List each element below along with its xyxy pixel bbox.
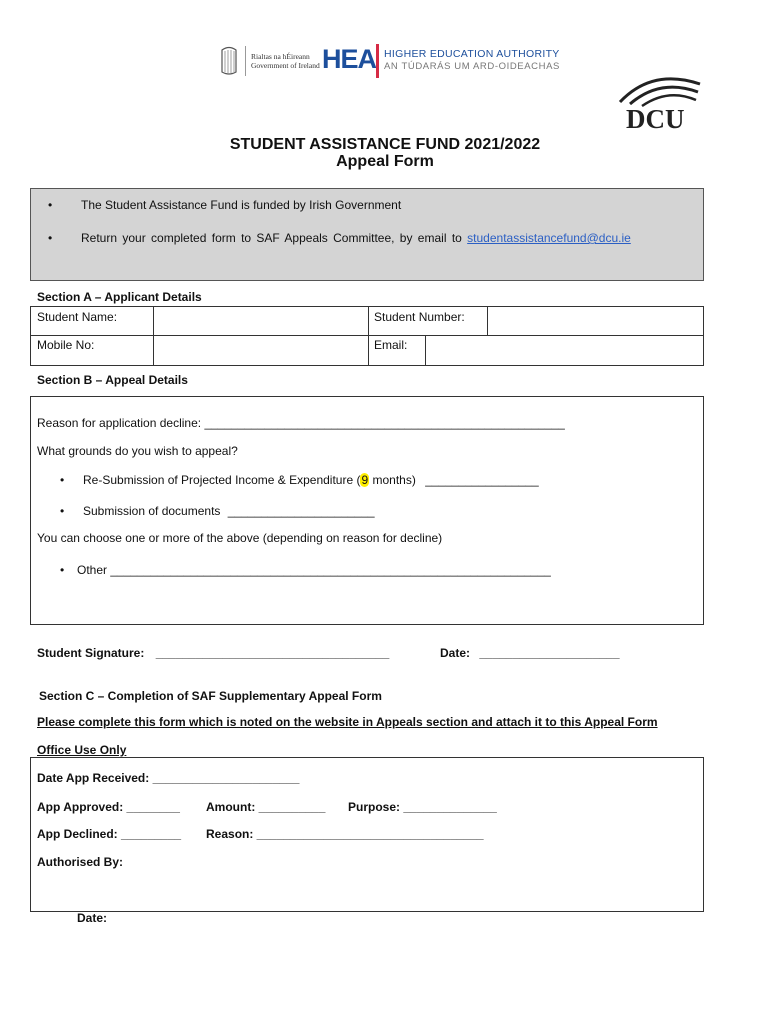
student-name-label: Student Name: — [37, 310, 118, 324]
student-number-field[interactable] — [488, 308, 703, 334]
bullet-icon: • — [60, 473, 65, 487]
date-received-field: Date App Received: ______________________ — [37, 771, 300, 785]
logo-divider — [245, 46, 246, 76]
other-input-line[interactable]: __________________________________________________________________ — [110, 563, 551, 577]
resubmission-input-line[interactable]: _________________ — [425, 473, 539, 487]
option-other — [77, 563, 551, 577]
app-approved-field: App Approved: ________ — [37, 800, 180, 814]
office-date-label: Date: — [77, 911, 108, 925]
applicant-details-table — [30, 306, 704, 366]
reason-label: Reason for application decline: — [37, 416, 202, 430]
hea-logo-bar — [376, 44, 379, 78]
info-item-return — [81, 231, 631, 245]
reason-input-line[interactable]: ______________________________________________________ — [204, 416, 565, 430]
bullet-icon: • — [48, 231, 53, 245]
office-use-heading: Office Use Only — [37, 743, 127, 757]
bullet-icon: • — [48, 198, 53, 212]
amount-field: Amount: __________ — [206, 800, 326, 814]
section-b-heading: Section B – Appeal Details — [37, 373, 188, 387]
return-instruction: Return your completed form to SAF Appeals Committee, by email to — [81, 231, 462, 245]
hea-name-english: HIGHER EDUCATION AUTHORITY — [384, 48, 560, 60]
authorised-by-label: Authorised By: — [37, 855, 124, 869]
email-link[interactable]: studentassistancefund@dcu.ie — [467, 231, 631, 245]
section-c-heading: Section C – Completion of SAF Supplementary Appeal Form — [39, 689, 382, 703]
table-column-divider — [368, 307, 369, 365]
months-highlight: 9 — [361, 473, 369, 487]
bullet-icon: • — [60, 504, 65, 518]
purpose-field: Purpose: ______________ — [348, 800, 497, 814]
option-resubmission-label: Re-Submission of Projected Income & Expenditure ( — [83, 473, 361, 487]
gov-line-english: Government of Ireland — [251, 61, 320, 70]
mobile-label: Mobile No: — [37, 338, 95, 352]
option-resubmission — [83, 473, 539, 487]
option-other-label: Other — [77, 563, 108, 577]
form-title: STUDENT ASSISTANCE FUND 2021/2022 — [229, 136, 541, 153]
dcu-logo-text: DCU — [626, 104, 685, 132]
dcu-logo — [612, 70, 704, 132]
hea-logo: HEA — [322, 44, 377, 74]
choose-note: You can choose one or more of the above (depending on reason for decline) — [37, 531, 443, 545]
option-documents-label: Submission of documents — [83, 504, 221, 518]
hea-name-irish: AN TÚDARÁS UM ARD-OIDEACHAS — [384, 61, 560, 72]
form-subtitle: Appeal Form — [336, 153, 434, 170]
signature-label: Student Signature: — [37, 646, 145, 660]
mobile-field[interactable] — [154, 336, 367, 365]
reason-row — [37, 416, 565, 430]
info-item-funding: The Student Assistance Fund is funded by Irish Government — [81, 198, 402, 212]
student-number-label: Student Number: — [374, 310, 465, 324]
section-c-instruction: Please complete this form which is noted on the website in Appeals section and attach it to this Appeal Form — [37, 715, 658, 729]
student-name-field[interactable] — [154, 308, 367, 334]
harp-emblem-icon — [218, 46, 240, 76]
email-field[interactable] — [426, 336, 703, 365]
signature-row — [37, 646, 389, 660]
signature-input-line[interactable]: ___________________________________ — [155, 646, 390, 660]
gov-line-irish: Rialtas na hÉireann — [251, 52, 310, 61]
documents-input-line[interactable]: ______________________ — [227, 504, 375, 518]
email-label: Email: — [374, 338, 408, 352]
app-declined-field: App Declined: _________ — [37, 827, 182, 841]
signature-date-label: Date: — [440, 646, 471, 660]
signature-date-input-line[interactable]: _____________________ — [479, 646, 620, 660]
section-a-heading: Section A – Applicant Details — [37, 290, 202, 304]
grounds-question: What grounds do you wish to appeal? — [37, 444, 238, 458]
option-documents — [83, 504, 375, 518]
option-resubmission-suffix: months) — [369, 473, 416, 487]
bullet-icon: • — [60, 563, 65, 577]
reason-field: Reason: __________________________________ — [206, 827, 484, 841]
signature-date-row — [440, 646, 620, 660]
government-of-ireland-logo — [251, 52, 320, 70]
